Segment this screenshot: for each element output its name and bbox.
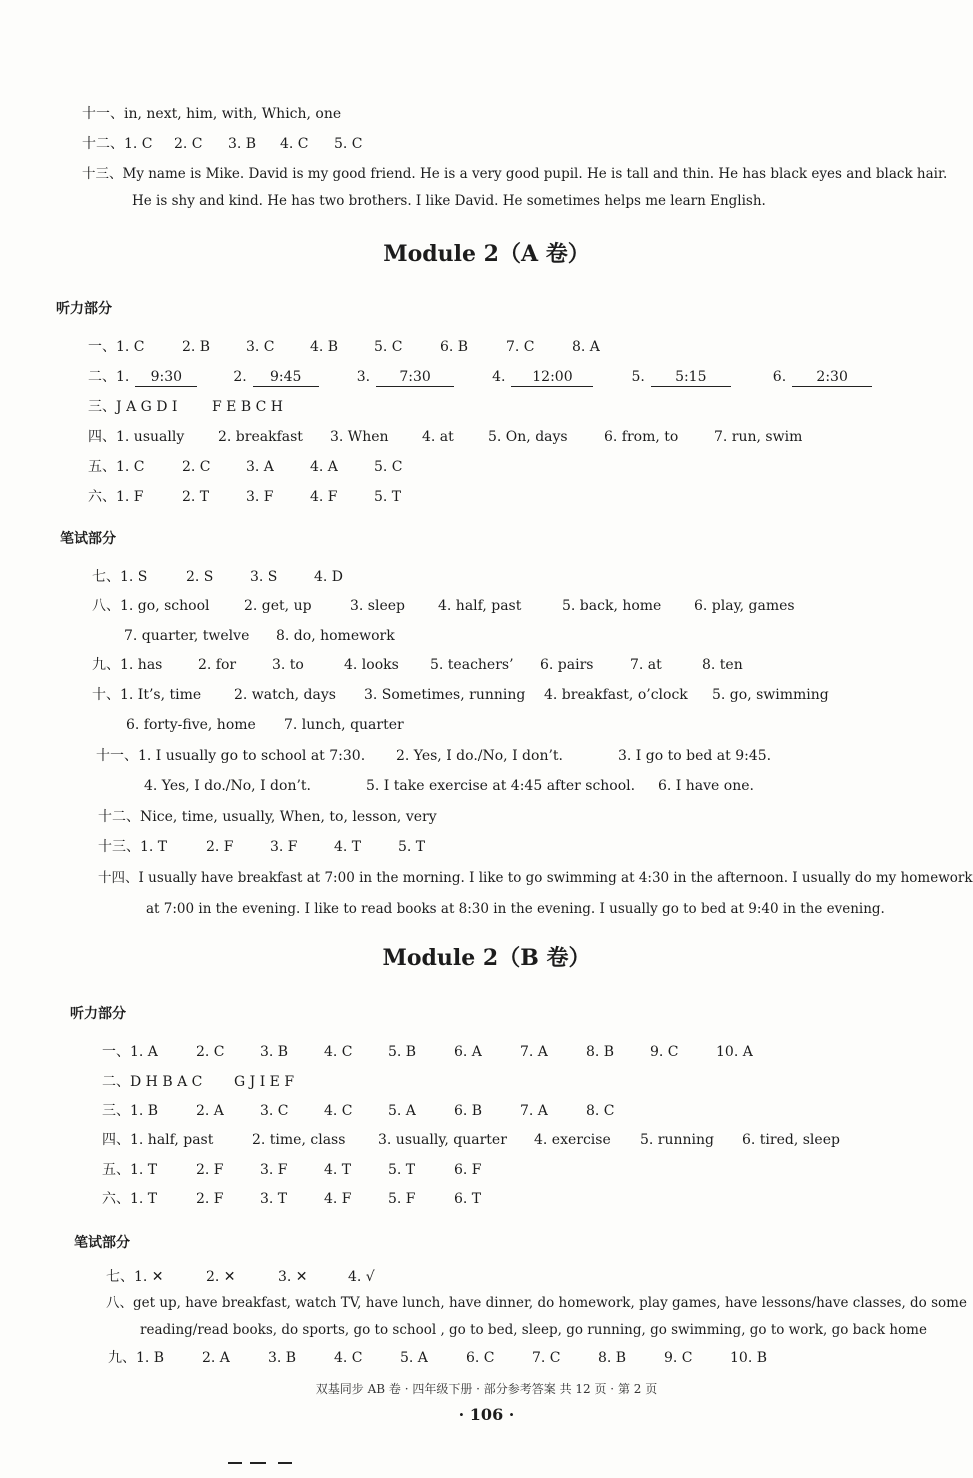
b-l6: 六、1. T 2. F 3. T 4. F 5. F 6. T <box>102 1191 482 1207</box>
top-s13-line2: He is shy and kind. He has two brothers. I like David. He sometimes helps me learn English. <box>132 193 766 209</box>
b-l1: 一、1. A 2. C 3. B 4. C 5. B 6. A 7. A 8. B 9. C 10. A <box>102 1044 753 1060</box>
module-b-writing-heading: 笔试部分 <box>74 1235 130 1251</box>
b-l2: 二、D H B A C G J I E F <box>102 1074 295 1090</box>
a-l3: 三、J A G D I F E B C H <box>88 399 283 415</box>
a-w8-row2: 7. quarter, twelve 8. do, homework <box>124 628 395 644</box>
b-l3: 三、1. B 2. A 3. C 4. C 5. A 6. B 7. A 8. C <box>102 1103 615 1119</box>
a-w9: 九、1. has 2. for 3. to 4. looks 5. teachers’ 6. pairs 7. at 8. ten <box>92 657 743 673</box>
b-w7: 七、1. ✕ 2. ✕ 3. ✕ 4. √ <box>106 1269 375 1285</box>
scan-mark <box>278 1462 292 1464</box>
page-number: · 106 · <box>458 1405 515 1424</box>
b-w9: 九、1. B 2. A 3. B 4. C 5. A 6. C 7. C 8. B 9. C 10. B <box>108 1350 768 1366</box>
b-w8-line2: reading/read books, do sports, go to school , go to bed, sleep, go running, go swimming, go to work, go back home <box>140 1322 927 1338</box>
top-s13-line1: 十三、My name is Mike. David is my good friend. He is a very good pupil. He is tall and thin. He has black eyes and black hair. <box>82 166 948 182</box>
a-w10-row2: 6. forty-five, home 7. lunch, quarter <box>126 717 404 733</box>
module-a-title: Module 2（A 卷） <box>383 241 590 267</box>
b-l5: 五、1. T 2. F 3. F 4. T 5. T 6. F <box>102 1162 482 1178</box>
a-l6: 六、1. F 2. T 3. F 4. F 5. T <box>88 489 402 505</box>
b-l4: 四、1. half, past 2. time, class 3. usually, quarter 4. exercise 5. running 6. tired, sleep <box>102 1132 840 1148</box>
top-s12: 十二、1. C 2. C 3. B 4. C 5. C <box>82 136 363 152</box>
scan-mark <box>228 1462 242 1464</box>
module-a-listening-heading: 听力部分 <box>56 301 112 317</box>
a-w13: 十三、1. T 2. F 3. F 4. T 5. T <box>98 839 426 855</box>
a-w8-row1: 八、1. go, school 2. get, up 3. sleep 4. half, past 5. back, home 6. play, games <box>92 598 795 614</box>
page-footer: 双基同步 AB 卷 · 四年级下册 · 部分参考答案 共 12 页 · 第 2 页 <box>315 1382 658 1396</box>
a-l4: 四、1. usually 2. breakfast 3. When 4. at 5. On, days 6. from, to 7. run, swim <box>88 429 803 445</box>
module-b-listening-heading: 听力部分 <box>70 1006 126 1022</box>
a-l1: 一、1. C 2. B 3. C 4. B 5. C 6. B 7. C 8. A <box>88 339 600 355</box>
a-w14-line2: at 7:00 in the evening. I like to read books at 8:30 in the evening. I usually go to bed at 9:40 in the evening. <box>146 901 885 917</box>
a-w14-line1: 十四、I usually have breakfast at 7:00 in the morning. I like to go swimming at 4:30 in the afternoon. I usually do my homework <box>98 870 973 886</box>
top-s11: 十一、in, next, him, with, Which, one <box>82 106 342 122</box>
a-l2: 二、1. 9:30 2. 9:45 3. 7:30 4. 12:00 5. 5:15 6. 2:30 <box>88 368 872 387</box>
scan-mark <box>250 1462 266 1464</box>
a-l5: 五、1. C 2. C 3. A 4. A 5. C <box>88 459 403 475</box>
a-w11-row2: 4. Yes, I do./No, I don’t. 5. I take exercise at 4:45 after school. 6. I have one. <box>144 778 754 794</box>
module-b-title: Module 2（B 卷） <box>382 945 591 971</box>
b-w8-line1: 八、get up, have breakfast, watch TV, have lunch, have dinner, do homework, play games, have lessons/have classes, do some <box>106 1295 967 1311</box>
a-w11-row1: 十一、1. I usually go to school at 7:30. 2. Yes, I do./No, I don’t. 3. I go to bed at 9:45. <box>96 748 772 764</box>
module-a-writing-heading: 笔试部分 <box>60 531 116 547</box>
a-w7: 七、1. S 2. S 3. S 4. D <box>92 569 344 585</box>
a-w12: 十二、Nice, time, usually, When, to, lesson, very <box>98 809 437 825</box>
a-w10-row1: 十、1. It’s, time 2. watch, days 3. Sometimes, running 4. breakfast, o’clock 5. go, swimming <box>92 687 829 703</box>
